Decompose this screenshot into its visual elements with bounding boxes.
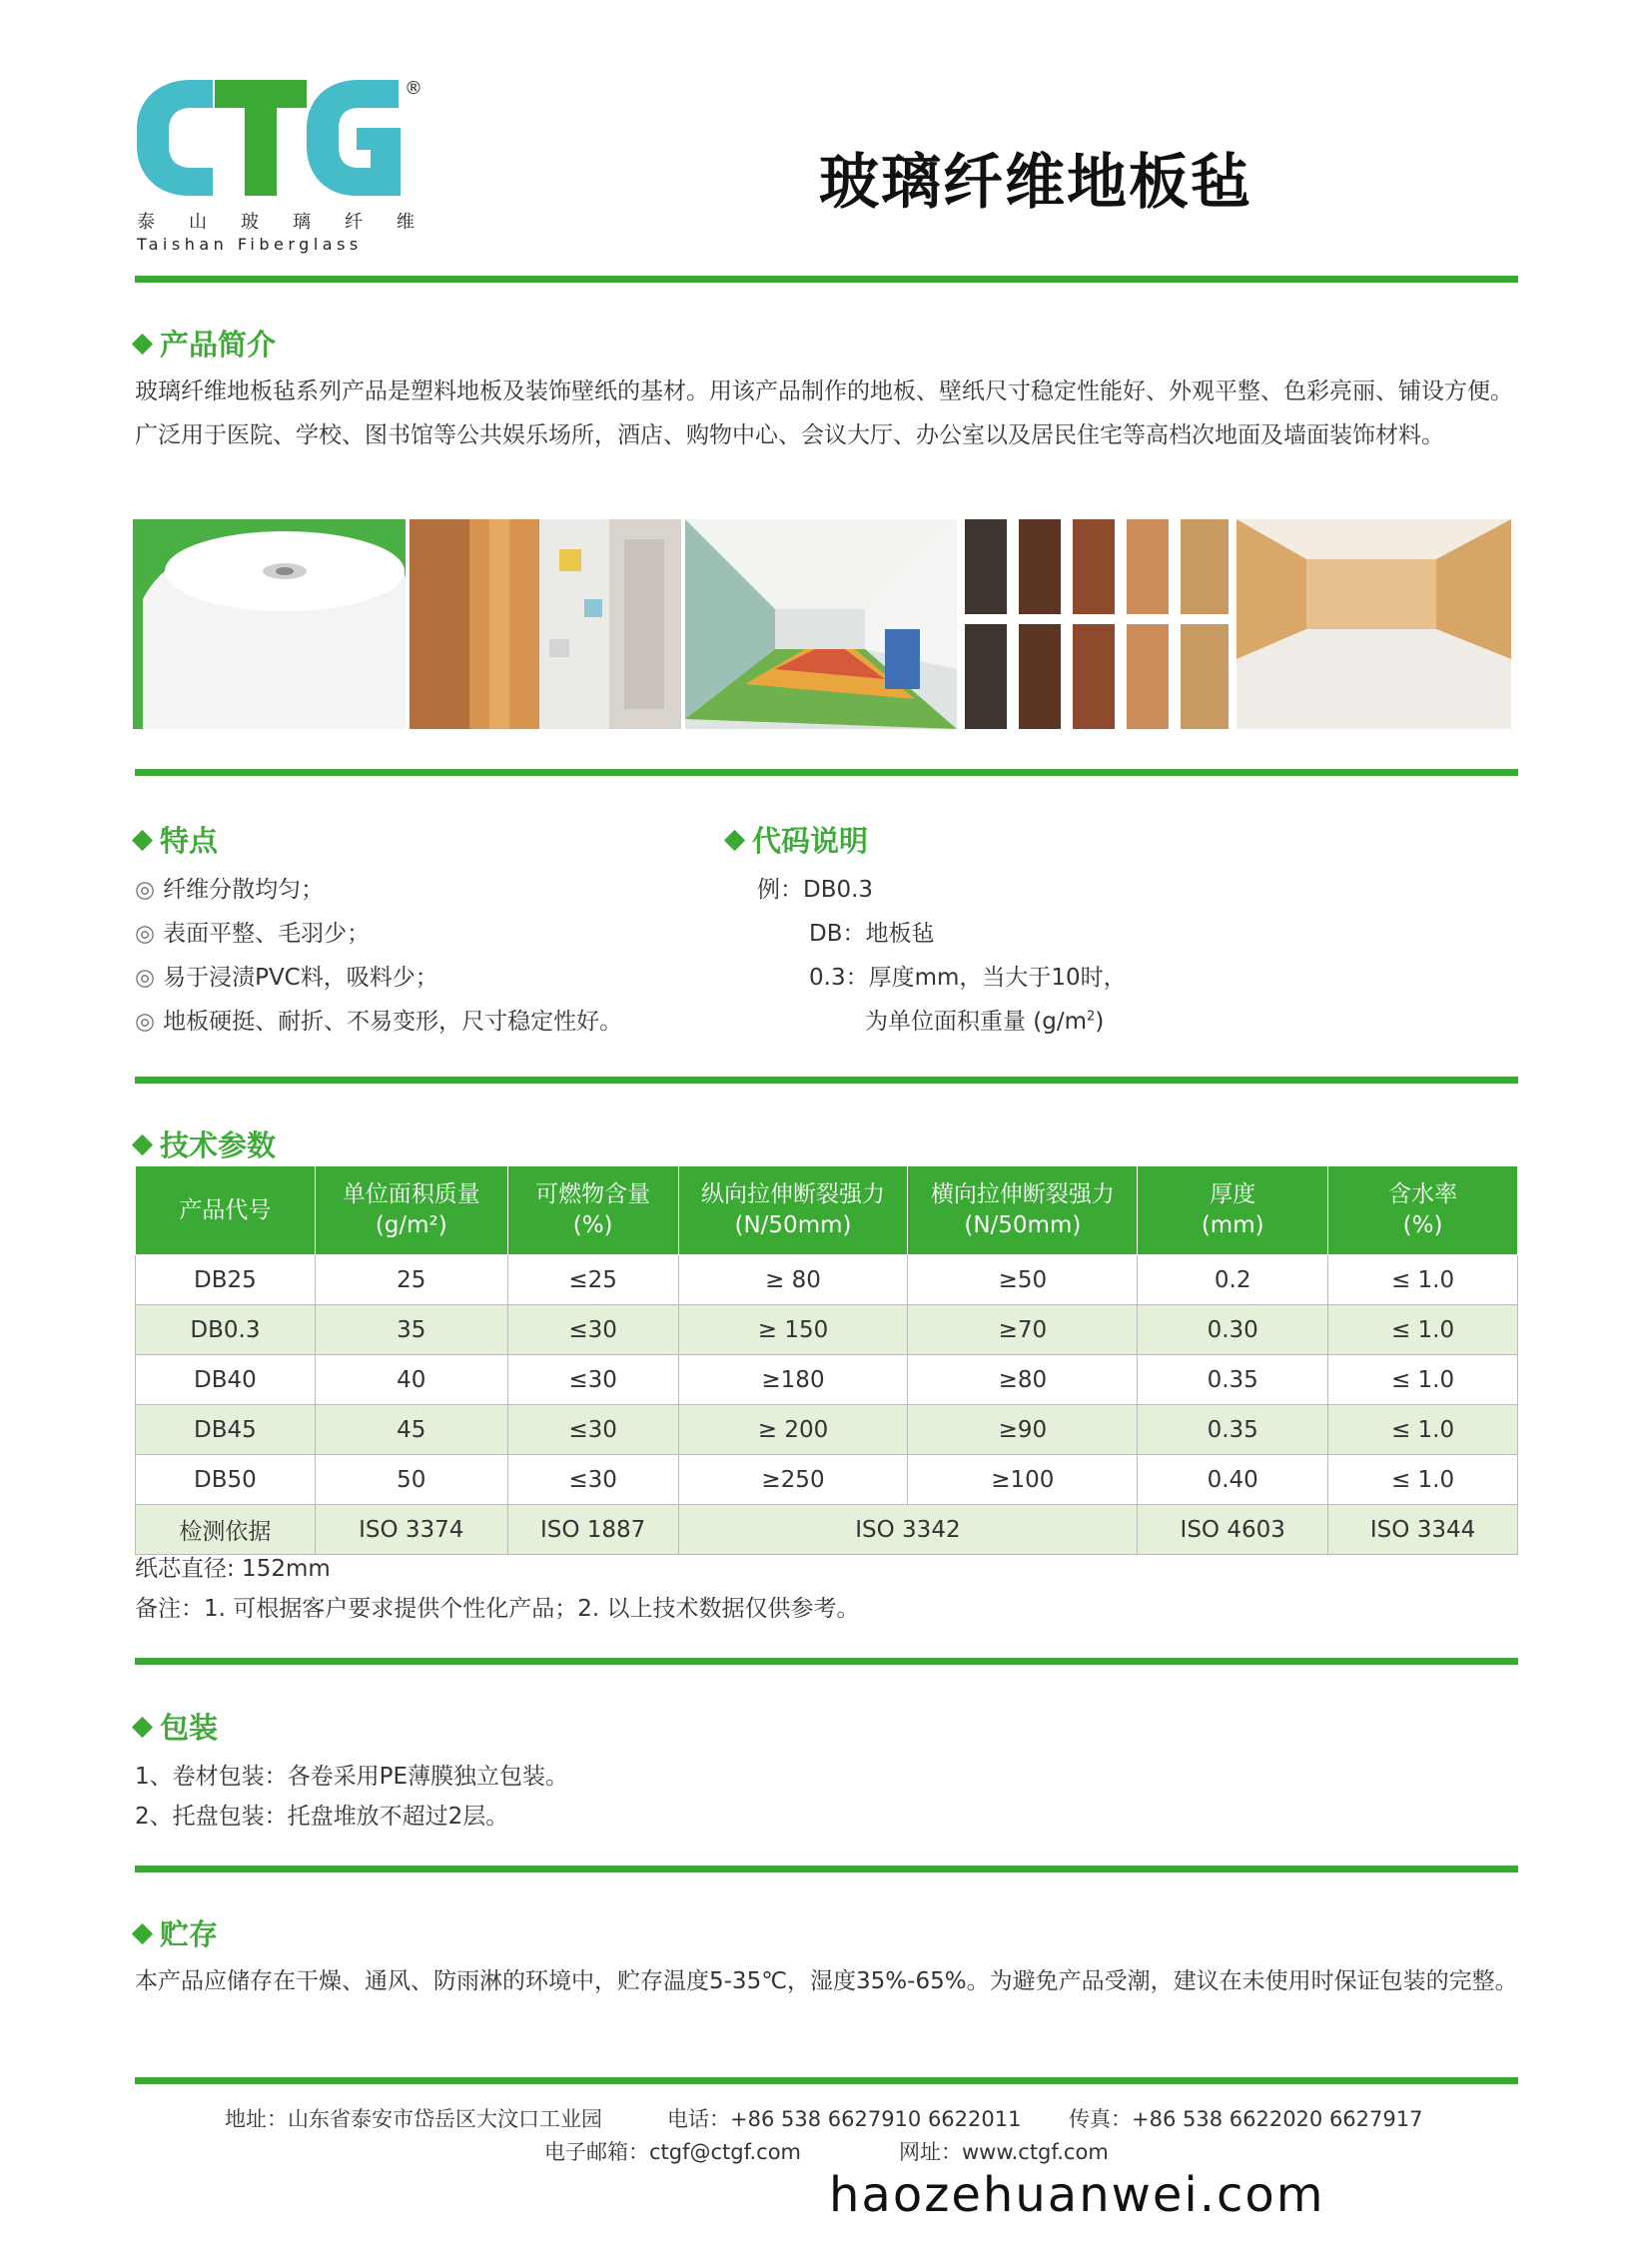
corridor-image xyxy=(685,519,957,729)
table-cell: DB40 xyxy=(136,1355,316,1405)
divider xyxy=(135,276,1518,283)
intro-body: 玻璃纤维地板毡系列产品是塑料地板及装饰壁纸的基材。用该产品制作的地板、壁纸尺寸稳定性能好、外观平整、色彩亮丽、铺设方便。广泛用于医院、学校、图书馆等公共娱乐场所，酒店、购物中心、会议大厅、办公室以及居民住宅等高档次地面及墙面装饰材料。 xyxy=(135,378,1513,448)
spec-note: 备注：1. 可根据客户要求提供个性化产品；2. 以上技术数据仅供参考。 xyxy=(135,1596,860,1622)
header-unit: (g/m²) xyxy=(375,1212,447,1238)
code-unit-close: ) xyxy=(1095,1009,1105,1035)
diamond-icon xyxy=(132,1716,153,1737)
features-heading xyxy=(135,819,218,860)
diamond-icon xyxy=(132,1922,153,1943)
bullet-icon: ◎ xyxy=(135,921,156,947)
watermark: haozehuanwei.com xyxy=(829,2167,1325,2223)
table-cell: 0.2 xyxy=(1138,1255,1328,1305)
ctg-logo xyxy=(133,78,448,268)
packaging-heading-text: 包装 xyxy=(160,1711,219,1745)
divider xyxy=(135,1077,1518,1084)
table-cell: 检测依据 xyxy=(136,1505,316,1555)
table-cell: DB50 xyxy=(136,1455,316,1505)
column-header xyxy=(507,1166,678,1255)
table-cell: 35 xyxy=(315,1305,507,1355)
photo-vinyl-patterns xyxy=(410,519,681,729)
photo-fiberglass-roll xyxy=(133,519,406,729)
table-row-test-standard xyxy=(136,1505,1518,1555)
table-cell: ISO 4603 xyxy=(1138,1505,1328,1555)
logo-chinese-name: 泰山玻璃纤维 xyxy=(137,212,448,233)
feature-item xyxy=(135,1003,622,1036)
column-header xyxy=(1138,1166,1328,1255)
table-cell: DB25 xyxy=(136,1255,316,1305)
specs-heading xyxy=(135,1123,276,1164)
footer-website: 网址：www.ctgf.com xyxy=(899,2140,1109,2164)
bullet-icon: ◎ xyxy=(135,965,156,991)
table-cell: 50 xyxy=(315,1455,507,1505)
divider xyxy=(135,1866,1518,1872)
feature-text: 表面平整、毛羽少； xyxy=(163,921,371,947)
diamond-icon xyxy=(132,333,153,354)
header-line: 厚度 xyxy=(1210,1181,1256,1207)
column-header xyxy=(678,1166,908,1255)
header-line: 横向拉伸断裂强力 xyxy=(930,1181,1115,1207)
table-cell: ≤ 1.0 xyxy=(1328,1305,1518,1355)
table-cell: ≤ 1.0 xyxy=(1328,1455,1518,1505)
storage-body: 本产品应储存在干燥、通风、防雨淋的环境中，贮存温度5-35℃，湿度35%-65%。为避免产品受潮，建议在未使用时保证包装的完整。 xyxy=(135,1968,1518,1994)
code-heading-text: 代码说明 xyxy=(752,824,869,858)
product-photo-strip xyxy=(133,519,1519,729)
table-row xyxy=(136,1305,1518,1355)
header-line: 产品代号 xyxy=(179,1196,272,1223)
diamond-icon xyxy=(724,829,745,850)
specs-heading-text: 技术参数 xyxy=(160,1128,277,1162)
table-cell: 0.35 xyxy=(1138,1405,1328,1455)
column-header xyxy=(908,1166,1138,1255)
table-cell: 45 xyxy=(315,1405,507,1455)
packaging-item: 1、卷材包装：各卷采用PE薄膜独立包装。 xyxy=(135,1764,569,1790)
table-cell: ≤ 1.0 xyxy=(1328,1255,1518,1305)
table-row xyxy=(136,1355,1518,1405)
footer-email: 电子邮箱：ctgf@ctgf.com xyxy=(544,2140,802,2164)
header-unit: (N/50mm) xyxy=(964,1212,1082,1238)
header-unit: (%) xyxy=(1402,1212,1443,1238)
table-cell: 40 xyxy=(315,1355,507,1405)
packaging-heading xyxy=(135,1706,218,1747)
table-header-row xyxy=(136,1166,1518,1255)
table-cell: 0.35 xyxy=(1138,1355,1328,1405)
table-cell: DB45 xyxy=(136,1405,316,1455)
table-cell: 0.30 xyxy=(1138,1305,1328,1355)
table-cell: ≥ 150 xyxy=(678,1305,908,1355)
feature-text: 地板硬挺、耐折、不易变形，尺寸稳定性好。 xyxy=(163,1009,623,1035)
vinyl-image xyxy=(410,519,681,729)
table-cell: ≥90 xyxy=(908,1405,1138,1455)
storage-heading xyxy=(135,1912,218,1953)
table-cell: ≥80 xyxy=(908,1355,1138,1405)
table-cell: ≤ 1.0 xyxy=(1328,1405,1518,1455)
divider xyxy=(135,2077,1518,2084)
features-heading-text: 特点 xyxy=(160,824,219,858)
feature-item xyxy=(135,915,370,948)
bullet-icon: ◎ xyxy=(135,1009,156,1035)
table-cell: ≥ 80 xyxy=(678,1255,908,1305)
table-cell: ≥50 xyxy=(908,1255,1138,1305)
footer-fax: 传真：+86 538 6622020 6627917 xyxy=(1069,2107,1423,2131)
footer-address: 地址：山东省泰安市岱岳区大汶口工业园 xyxy=(225,2107,602,2131)
table-cell: 25 xyxy=(315,1255,507,1305)
column-header xyxy=(136,1166,316,1255)
footer-phone: 电话：+86 538 6627910 6622011 xyxy=(667,2107,1022,2131)
table-cell: ≤30 xyxy=(507,1305,678,1355)
intro-heading-text: 产品简介 xyxy=(160,328,277,362)
diamond-icon xyxy=(132,1133,153,1154)
wood-image xyxy=(961,519,1233,729)
table-cell: ISO 3344 xyxy=(1328,1505,1518,1555)
header-unit: (mm) xyxy=(1201,1212,1264,1238)
table-cell: ≥180 xyxy=(678,1355,908,1405)
divider xyxy=(135,769,1518,776)
table-row xyxy=(136,1455,1518,1505)
table-cell: ≥100 xyxy=(908,1455,1138,1505)
feature-text: 纤维分散均匀； xyxy=(163,877,325,903)
table-cell: ≤30 xyxy=(507,1405,678,1455)
storage-heading-text: 贮存 xyxy=(160,1917,219,1951)
core-diameter: 纸芯直径: 152mm xyxy=(135,1556,331,1582)
table-row xyxy=(136,1255,1518,1305)
diamond-icon xyxy=(132,829,153,850)
table-cell: ≥250 xyxy=(678,1455,908,1505)
table-cell: DB0.3 xyxy=(136,1305,316,1355)
code-unit-line xyxy=(865,1003,1104,1036)
header-line: 可燃物含量 xyxy=(535,1181,651,1207)
table-cell: ≥70 xyxy=(908,1305,1138,1355)
feature-text: 易于浸渍PVC料，吸料少； xyxy=(163,965,438,991)
header-line: 单位面积质量 xyxy=(342,1181,480,1207)
code-number-line: 0.3：厚度mm，当大于10时， xyxy=(809,965,1127,991)
header-unit: (%) xyxy=(572,1212,613,1238)
superscript: 2 xyxy=(1087,1009,1096,1025)
logo-english-name: Taishan Fiberglass xyxy=(137,235,363,254)
roll-image xyxy=(133,519,406,729)
table-cell: ≤30 xyxy=(507,1355,678,1405)
registered-mark: ® xyxy=(405,78,422,99)
page-title: 玻璃纤维地板毡 xyxy=(819,148,1252,218)
header-line: 纵向拉伸断裂强力 xyxy=(700,1181,885,1207)
intro-heading xyxy=(135,323,276,364)
table-cell: ≥ 200 xyxy=(678,1405,908,1455)
ctg-logo-mark xyxy=(133,78,403,198)
column-header xyxy=(1328,1166,1518,1255)
photo-wood-samples xyxy=(961,519,1233,729)
table-row xyxy=(136,1405,1518,1455)
feature-item xyxy=(135,871,324,904)
table-cell: ≤25 xyxy=(507,1255,678,1305)
interior-image xyxy=(1237,519,1511,729)
divider xyxy=(135,1658,1518,1665)
column-header xyxy=(315,1166,507,1255)
code-unit-text: 为单位面积重量 (g/m xyxy=(865,1009,1088,1035)
photo-interior-floor xyxy=(1237,519,1511,729)
packaging-item: 2、托盘包装：托盘堆放不超过2层。 xyxy=(135,1804,509,1830)
code-heading xyxy=(727,819,868,860)
code-example: 例：DB0.3 xyxy=(757,877,874,903)
bullet-icon: ◎ xyxy=(135,877,156,903)
header-line: 含水率 xyxy=(1388,1181,1458,1207)
spec-table xyxy=(135,1165,1518,1555)
table-cell: ISO 3374 xyxy=(315,1505,507,1555)
table-cell: 0.40 xyxy=(1138,1455,1328,1505)
table-cell: ≤30 xyxy=(507,1455,678,1505)
table-cell: ISO 3342 xyxy=(678,1505,1138,1555)
photo-school-corridor xyxy=(685,519,957,729)
feature-item xyxy=(135,959,438,992)
code-db-line: DB：地板毡 xyxy=(809,921,935,947)
table-cell: ≤ 1.0 xyxy=(1328,1355,1518,1405)
header-unit: (N/50mm) xyxy=(734,1212,852,1238)
table-cell: ISO 1887 xyxy=(507,1505,678,1555)
